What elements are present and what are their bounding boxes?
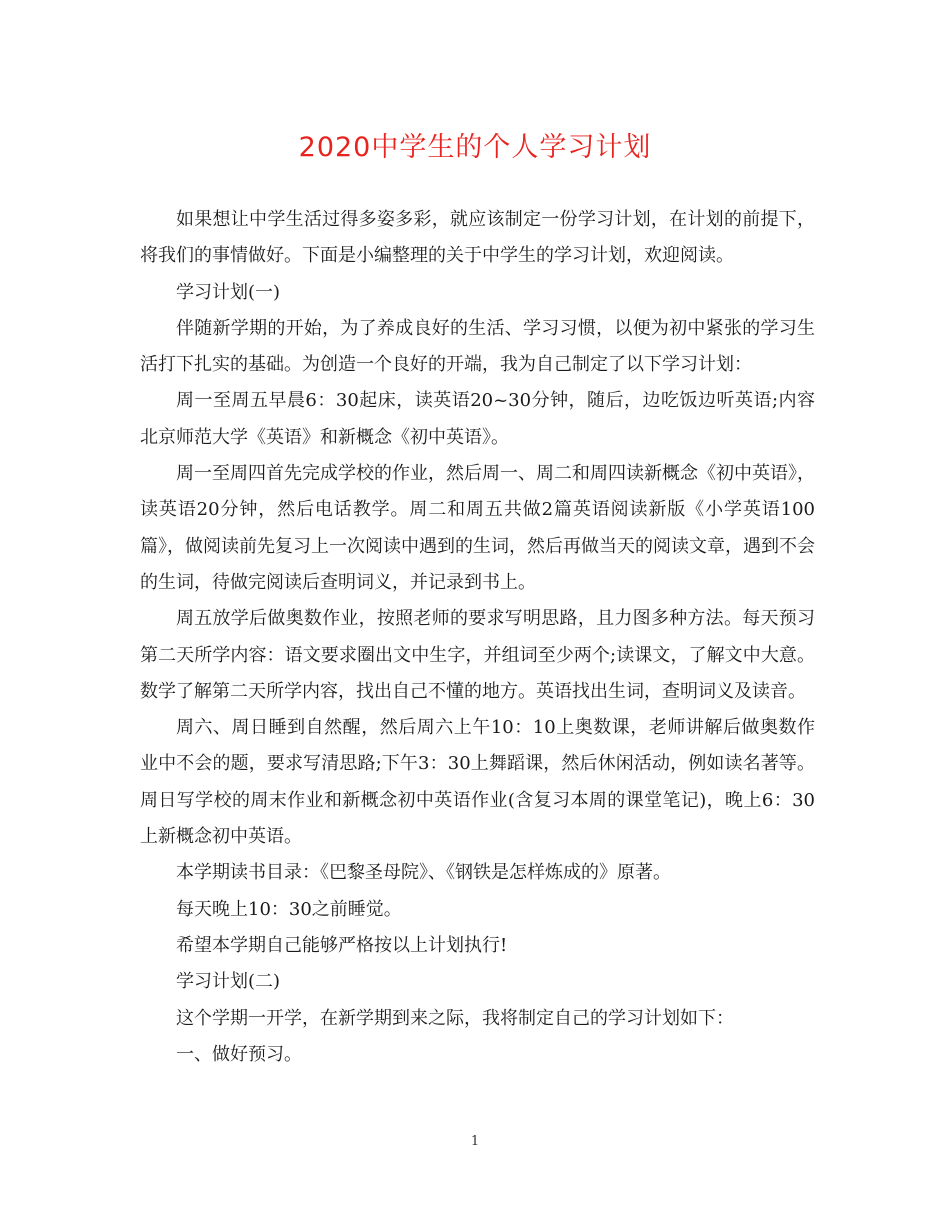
document-title: 2020中学生的个人学习计划 [298,132,652,163]
paragraph: 一、做好预习。 [176,1043,302,1065]
document-body [140,202,815,1073]
paragraph: 周五放学后做奥数作业，按照老师的要求写明思路，且力图多种方法。每天预习第二天所学内容：语文要求圈出文中生字，并组词至少两个;读课文，了解文中大意。数学了解第二天所学内容，找出自己不懂的地方。英语找出生词，查明词义及读音。 [140,608,815,702]
section-heading-plan-2: 学习计划(二) [176,971,281,993]
paragraph: 周一至周四首先完成学校的作业，然后周一、周二和周四读新概念《初中英语》，读英语20分钟，然后电话教学。周二和周五共做2篇英语阅读新版《小学英语100篇》，做阅读前先复习上一次阅读中遇到的生词，然后再做当天的阅读文章，遇到不会的生词，待做完阅读后查明词义，并记录到书上。 [140,463,815,593]
paragraph: 希望本学期自己能够严格按以上计划执行! [176,934,508,956]
section-heading-plan-1: 学习计划(一) [176,281,281,303]
paragraph: 伴随新学期的开始，为了养成良好的生活、学习习惯，以便为初中紧张的学习生活打下扎实的基础。为创造一个良好的开端，我为自己制定了以下学习计划： [140,317,815,376]
paragraph: 周六、周日睡到自然醒，然后周六上午10：10上奥数课，老师讲解后做奥数作业中不会的题，要求写清思路;下午3：30上舞蹈课，然后休闲活动，例如读名著等。周日写学校的周末作业和新概念初中英语作业(含复习本周的课堂笔记)，晚上6：30上新概念初中英语。 [140,717,815,848]
page-number: 1 [470,1134,480,1149]
paragraph: 周一至周五早晨6：30起床，读英语20~30分钟，随后，边吃饭边听英语;内容北京师范大学《英语》和新概念《初中英语》。 [140,390,815,448]
paragraph-intro: 如果想让中学生活过得多姿多彩，就应该制定一份学习计划，在计划的前提下，将我们的事情做好。下面是小编整理的关于中学生的学习计划，欢迎阅读。 [140,209,815,267]
paragraph: 本学期读书目录：《巴黎圣母院》、《钢铁是怎样炼成的》原著。 [176,862,671,884]
paragraph: 每天晚上10：30之前睡觉。 [176,898,402,920]
paragraph: 这个学期一开学，在新学期到来之际，我将制定自己的学习计划如下： [176,1007,734,1029]
